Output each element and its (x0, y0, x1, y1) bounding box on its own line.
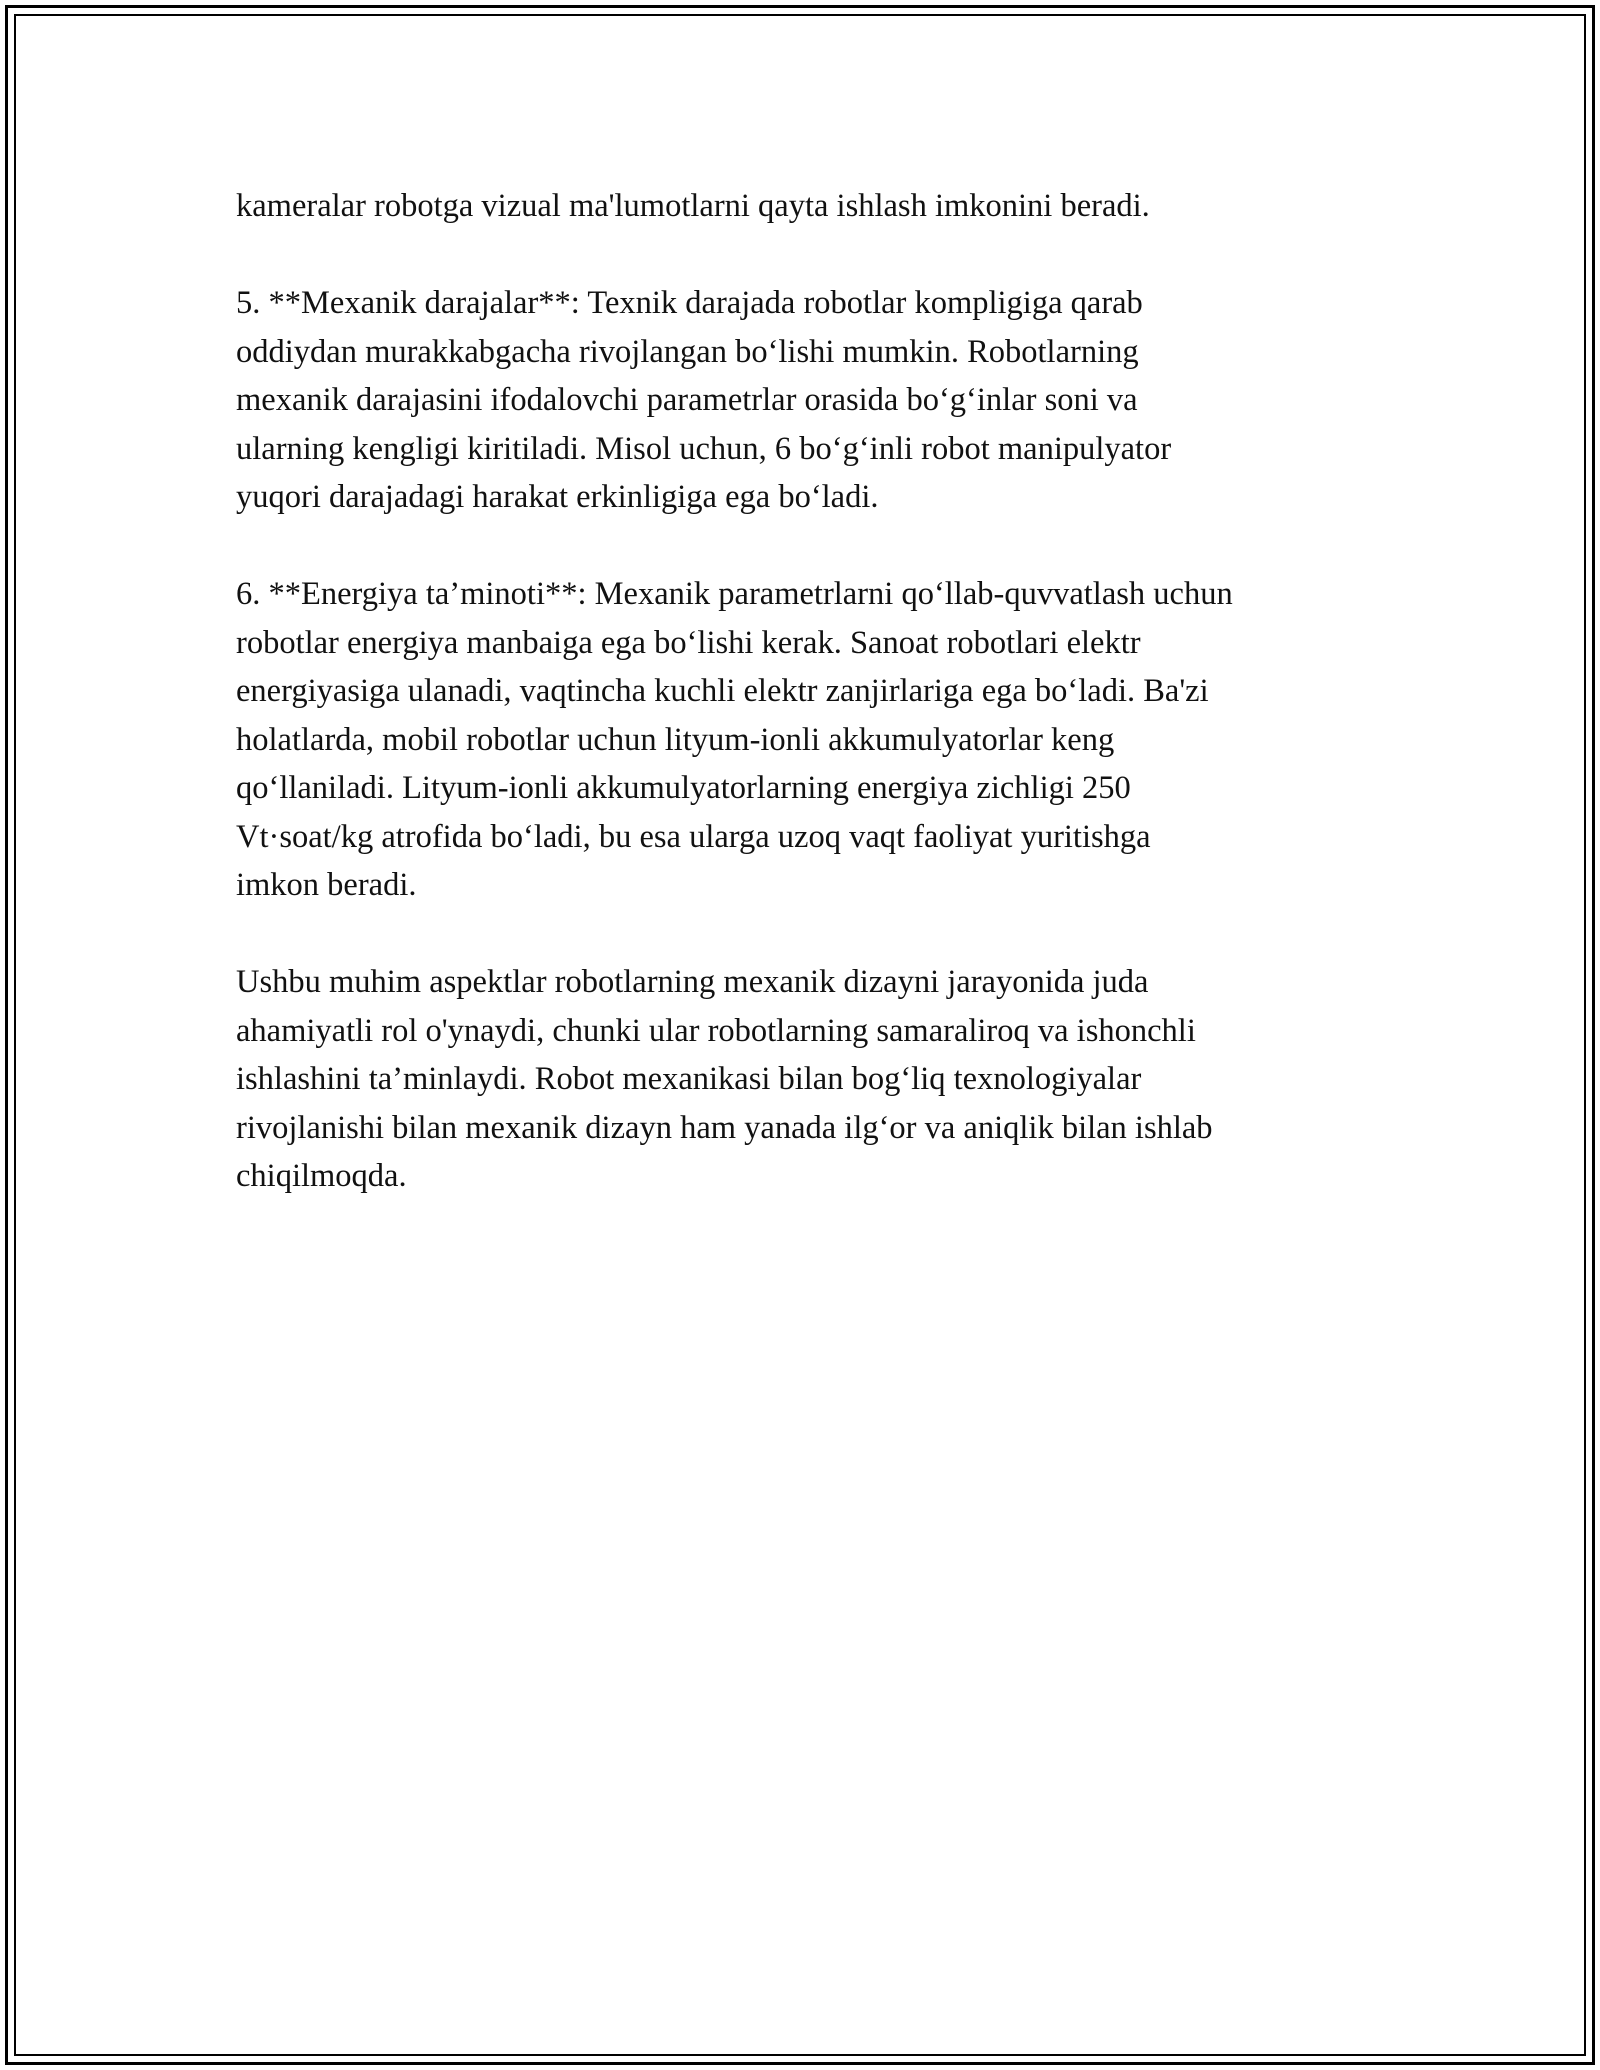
text-line: qo‘llaniladi. Lityum-ionli akkumulyatorlarning energiya zichligi 250 (236, 770, 1131, 806)
text-line: holatlarda, mobil robotlar uchun lityum-ionli akkumulyatorlar keng (236, 721, 1115, 758)
text-line: chiqilmoqda. (236, 1158, 407, 1194)
text-line: rivojlanishi bilan mexanik dizayn ham yanada ilg‘or va aniqlik bilan ishlab (236, 1109, 1213, 1146)
text-line: kameralar robotga vizual ma'lumotlarni qayta ishlash imkonini beradi. (236, 188, 1150, 224)
text-line: ishlashini ta’minlaydi. Robot mexanikasi bilan bog‘liq texnologiyalar (236, 1061, 1142, 1097)
text-line: ahamiyatli rol o'ynaydi, chunki ular robotlarning samaraliroq va ishonchli (236, 1012, 1196, 1049)
text-line: imkon beradi. (236, 867, 417, 903)
text-line: robotlar energiya manbaiga ega bo‘lishi kerak. Sanoat robotlari elektr (236, 624, 1141, 661)
paragraph-energy-supply (236, 570, 1396, 910)
text-line: yuqori darajadagi harakat erkinligiga ega bo‘ladi. (236, 479, 879, 515)
document-body (236, 182, 1396, 1249)
text-line: oddiydan murakkabgacha rivojlangan bo‘lishi mumkin. Robotlarning (236, 333, 1139, 370)
paragraph-mechanical-levels (236, 279, 1396, 522)
text-line: ularning kengligi kiritiladi. Misol uchun, 6 bo‘g‘inli robot manipulyator (236, 430, 1172, 467)
text-line: mexanik darajasini ifodalovchi parametrlar orasida bo‘g‘inlar soni va (236, 382, 1138, 418)
text-line: 6. **Energiya ta’minoti**: Mexanik parametrlarni qo‘llab-quvvatlash uchun (236, 576, 1233, 612)
text-line: energiyasiga ulanadi, vaqtincha kuchli elektr zanjirlariga ega bo‘ladi. Ba'zi (236, 673, 1209, 709)
text-line: Vt·soat/kg atrofida bo‘ladi, bu esa ularga uzoq vaqt faoliyat yuritishga (236, 818, 1151, 855)
paragraph-conclusion (236, 958, 1396, 1201)
text-line: Ushbu muhim aspektlar robotlarning mexanik dizayni jarayonida juda (236, 964, 1149, 1000)
text-line: 5. **Mexanik darajalar**: Texnik darajada robotlar kompligiga qarab (236, 285, 1143, 321)
paragraph-camera-continuation (236, 182, 1396, 231)
